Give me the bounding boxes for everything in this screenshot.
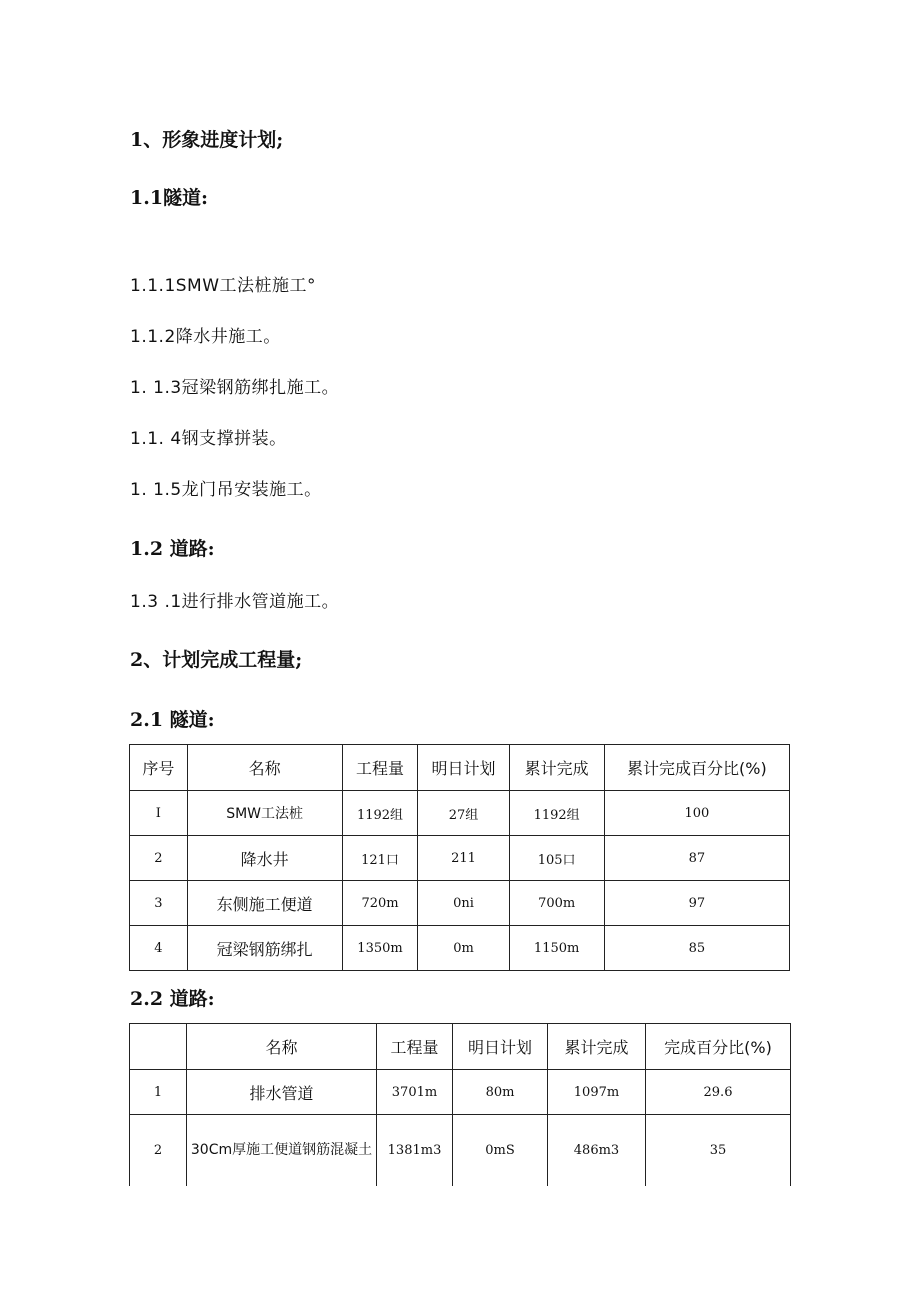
table-cell: 27组 — [418, 791, 509, 836]
col-header: 累计完成百分比(%) — [604, 745, 789, 791]
heading-2: 2、计划完成工程量; — [130, 649, 303, 671]
heading-1-1: 1.1隧道: — [130, 187, 209, 209]
tunnel-item-5: 1. 1.5龙门吊安装施工。 — [130, 480, 322, 500]
table-cell: 东侧施工便道 — [187, 881, 342, 926]
table-cell: 2 — [130, 1115, 187, 1186]
table-cell: 85 — [604, 926, 789, 971]
table-cell: 720m — [342, 881, 418, 926]
table-cell: 1150m — [509, 926, 604, 971]
table-cell: 排水管道 — [187, 1070, 377, 1115]
table-cell: 100 — [604, 791, 789, 836]
tunnel-item-3: 1. 1.3冠梁钢筋绑扎施工。 — [130, 378, 340, 398]
table-cell: SMW工法桩 — [187, 791, 342, 836]
col-header — [130, 1024, 187, 1070]
tunnel-quantity-table — [129, 744, 790, 971]
tunnel-item-4: 1.1. 4钢支撑拼装。 — [130, 429, 287, 449]
col-header: 明日计划 — [418, 745, 509, 791]
col-header: 名称 — [187, 745, 342, 791]
table-row — [130, 1070, 791, 1115]
table-cell: 1350m — [342, 926, 418, 971]
table-cell: 0mS — [453, 1115, 548, 1186]
table-cell: 211 — [418, 836, 509, 881]
table-cell: 3701m — [377, 1070, 453, 1115]
table-cell: 121口 — [342, 836, 418, 881]
road-quantity-table — [129, 1023, 791, 1186]
table-cell: 1 — [130, 1070, 187, 1115]
table-cell: 0ni — [418, 881, 509, 926]
table-cell: 29.6 — [646, 1070, 791, 1115]
tunnel-item-2: 1.1.2降水井施工。 — [130, 327, 281, 347]
table-cell: 87 — [604, 836, 789, 881]
table-cell: 冠梁钢筋绑扎 — [187, 926, 342, 971]
col-header: 工程量 — [377, 1024, 453, 1070]
heading-2-1: 2.1 隧道: — [130, 709, 215, 731]
table-row — [130, 1115, 791, 1186]
table-cell: 1097m — [548, 1070, 646, 1115]
table-cell: 1192组 — [342, 791, 418, 836]
col-header: 明日计划 — [453, 1024, 548, 1070]
table-row — [130, 791, 790, 836]
table-cell: 4 — [130, 926, 188, 971]
table-row — [130, 926, 790, 971]
col-header: 完成百分比(%) — [646, 1024, 791, 1070]
table-cell: 30Cm厚施工便道钢筋混凝土 — [187, 1115, 377, 1186]
col-header: 累计完成 — [509, 745, 604, 791]
table-cell: 700m — [509, 881, 604, 926]
table-cell: I — [130, 791, 188, 836]
table-cell: 105口 — [509, 836, 604, 881]
col-header: 名称 — [187, 1024, 377, 1070]
table-cell: 0m — [418, 926, 509, 971]
tunnel-item-1: 1.1.1SMW工法桩施工° — [130, 276, 317, 296]
table-cell: 486m3 — [548, 1115, 646, 1186]
col-header: 序号 — [130, 745, 188, 791]
table-cell: 1192组 — [509, 791, 604, 836]
heading-1: 1、形象进度计划; — [130, 129, 284, 151]
table-cell: 降水井 — [187, 836, 342, 881]
heading-2-2: 2.2 道路: — [130, 988, 215, 1010]
road-item-1: 1.3 .1进行排水管道施工。 — [130, 592, 340, 612]
col-header: 累计完成 — [548, 1024, 646, 1070]
table-cell: 2 — [130, 836, 188, 881]
table-header-row — [130, 745, 790, 791]
heading-1-2: 1.2 道路: — [130, 538, 215, 560]
table-cell: 3 — [130, 881, 188, 926]
table-cell: 35 — [646, 1115, 791, 1186]
table-row — [130, 836, 790, 881]
table-cell: 80m — [453, 1070, 548, 1115]
table-row — [130, 881, 790, 926]
table-cell: 1381m3 — [377, 1115, 453, 1186]
table-header-row — [130, 1024, 791, 1070]
table-cell: 97 — [604, 881, 789, 926]
col-header: 工程量 — [342, 745, 418, 791]
